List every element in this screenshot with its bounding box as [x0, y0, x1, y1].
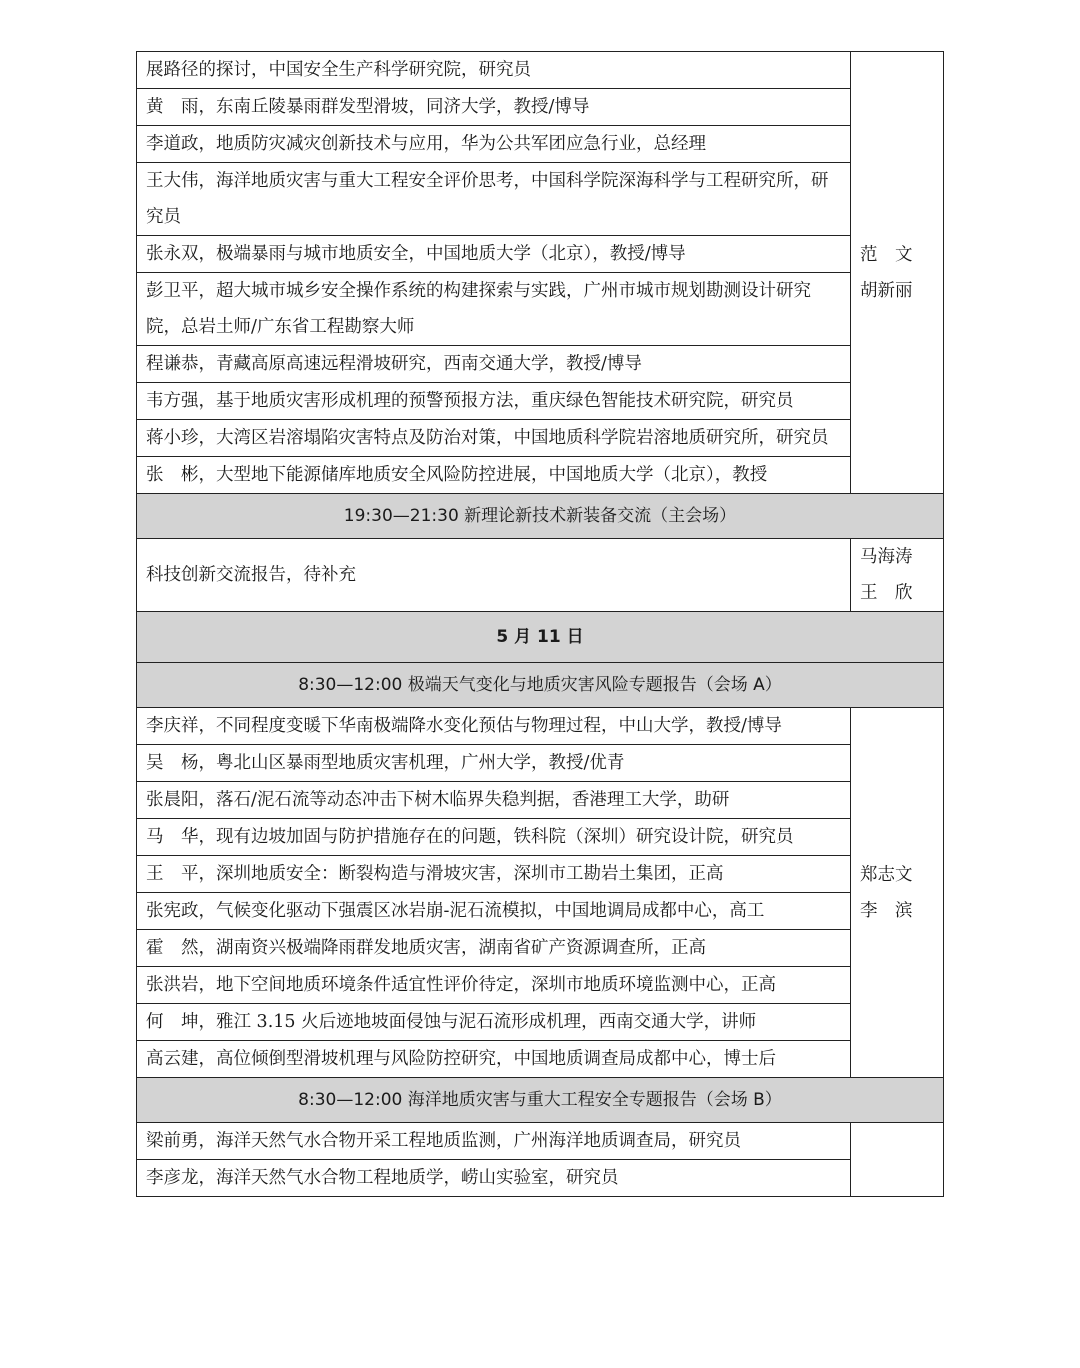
table-row	[137, 89, 944, 126]
table-row	[137, 745, 944, 782]
table-row	[137, 708, 944, 745]
talk-entry: 张 彬，大型地下能源储库地质安全风险防控进展，中国地质大学（北京），教授	[137, 457, 851, 494]
date-header: 5 月 11 日	[137, 612, 944, 663]
table-row	[137, 893, 944, 930]
session-header-row	[137, 1078, 944, 1123]
table-row	[137, 1041, 944, 1078]
table-row	[137, 420, 944, 457]
talk-entry: 程谦恭，青藏高原高速远程滑坡研究，西南交通大学，教授/博导	[137, 346, 851, 383]
date-header-row	[137, 612, 944, 663]
chair-cell	[851, 52, 944, 494]
talk-entry: 蒋小珍，大湾区岩溶塌陷灾害特点及防治对策，中国地质科学院岩溶地质研究所，研究员	[137, 420, 851, 457]
talk-entry: 李彦龙，海洋天然气水合物工程地质学，崂山实验室，研究员	[137, 1160, 851, 1197]
chair-name: 郑志文	[860, 864, 913, 885]
talk-entry: 张宪政，气候变化驱动下强震区冰岩崩-泥石流模拟，中国地调局成都中心，高工	[137, 893, 851, 930]
talk-entry: 张晨阳，落石/泥石流等动态冲击下树木临界失稳判据，香港理工大学，助研	[137, 782, 851, 819]
table-row	[137, 819, 944, 856]
talk-entry: 吴 杨，粤北山区暴雨型地质灾害机理，广州大学，教授/优青	[137, 745, 851, 782]
table-row	[137, 856, 944, 893]
chair-cell	[851, 708, 944, 1078]
session-header-a: 8:30—12:00 极端天气变化与地质灾害风险专题报告（会场 A）	[137, 663, 944, 708]
table-row	[137, 930, 944, 967]
session-header-row	[137, 494, 944, 539]
table-row	[137, 163, 944, 236]
table-row	[137, 457, 944, 494]
chair-name: 马海涛	[860, 547, 913, 567]
table-row	[137, 52, 944, 89]
talk-entry: 张洪岩，地下空间地质环境条件适宜性评价待定，深圳市地质环境监测中心，正高	[137, 967, 851, 1004]
chair-name: 李 滨	[860, 900, 913, 921]
talk-entry: 马 华，现有边坡加固与防护措施存在的问题，铁科院（深圳）研究设计院，研究员	[137, 819, 851, 856]
chair-name: 王 欣	[860, 583, 913, 603]
session-header-row	[137, 663, 944, 708]
session-header-evening: 19:30—21:30 新理论新技术新装备交流（主会场）	[137, 494, 944, 539]
table-row	[137, 383, 944, 420]
table-row	[137, 346, 944, 383]
table-row	[137, 236, 944, 273]
talk-entry: 王大伟，海洋地质灾害与重大工程安全评价思考，中国科学院深海科学与工程研究所，研究员	[137, 163, 851, 236]
talk-entry: 科技创新交流报告，待补充	[137, 539, 851, 612]
chair-cell	[851, 539, 944, 612]
talk-entry: 梁前勇，海洋天然气水合物开采工程地质监测，广州海洋地质调查局，研究员	[137, 1123, 851, 1160]
schedule-table	[136, 51, 944, 1197]
talk-entry: 张永双，极端暴雨与城市地质安全，中国地质大学（北京），教授/博导	[137, 236, 851, 273]
talk-entry: 李道政，地质防灾减灾创新技术与应用，华为公共军团应急行业，总经理	[137, 126, 851, 163]
talk-entry: 何 坤，雅江 3.15 火后迹地坡面侵蚀与泥石流形成机理，西南交通大学，讲师	[137, 1004, 851, 1041]
talk-entry: 黄 雨，东南丘陵暴雨群发型滑坡，同济大学，教授/博导	[137, 89, 851, 126]
session-header-b: 8:30—12:00 海洋地质灾害与重大工程安全专题报告（会场 B）	[137, 1078, 944, 1123]
table-row	[137, 782, 944, 819]
chair-name: 范 文	[860, 244, 913, 265]
chair-cell	[851, 1123, 944, 1197]
table-row	[137, 1004, 944, 1041]
table-row	[137, 539, 944, 612]
talk-entry: 李庆祥，不同程度变暖下华南极端降水变化预估与物理过程，中山大学，教授/博导	[137, 708, 851, 745]
table-row	[137, 1123, 944, 1160]
table-row	[137, 273, 944, 346]
talk-entry: 霍 然，湖南资兴极端降雨群发地质灾害，湖南省矿产资源调查所，正高	[137, 930, 851, 967]
talk-entry: 王 平，深圳地质安全：断裂构造与滑坡灾害，深圳市工勘岩土集团，正高	[137, 856, 851, 893]
table-row	[137, 1160, 944, 1197]
chair-name: 胡新丽	[860, 280, 913, 301]
talk-entry: 彭卫平，超大城市城乡安全操作系统的构建探索与实践，广州市城市规划勘测设计研究院，总岩土师/广东省工程勘察大师	[137, 273, 851, 346]
talk-entry: 韦方强，基于地质灾害形成机理的预警预报方法，重庆绿色智能技术研究院，研究员	[137, 383, 851, 420]
talk-entry: 高云建，高位倾倒型滑坡机理与风险防控研究，中国地质调查局成都中心，博士后	[137, 1041, 851, 1078]
talk-entry: 展路径的探讨，中国安全生产科学研究院，研究员	[137, 52, 851, 89]
table-row	[137, 967, 944, 1004]
table-row	[137, 126, 944, 163]
